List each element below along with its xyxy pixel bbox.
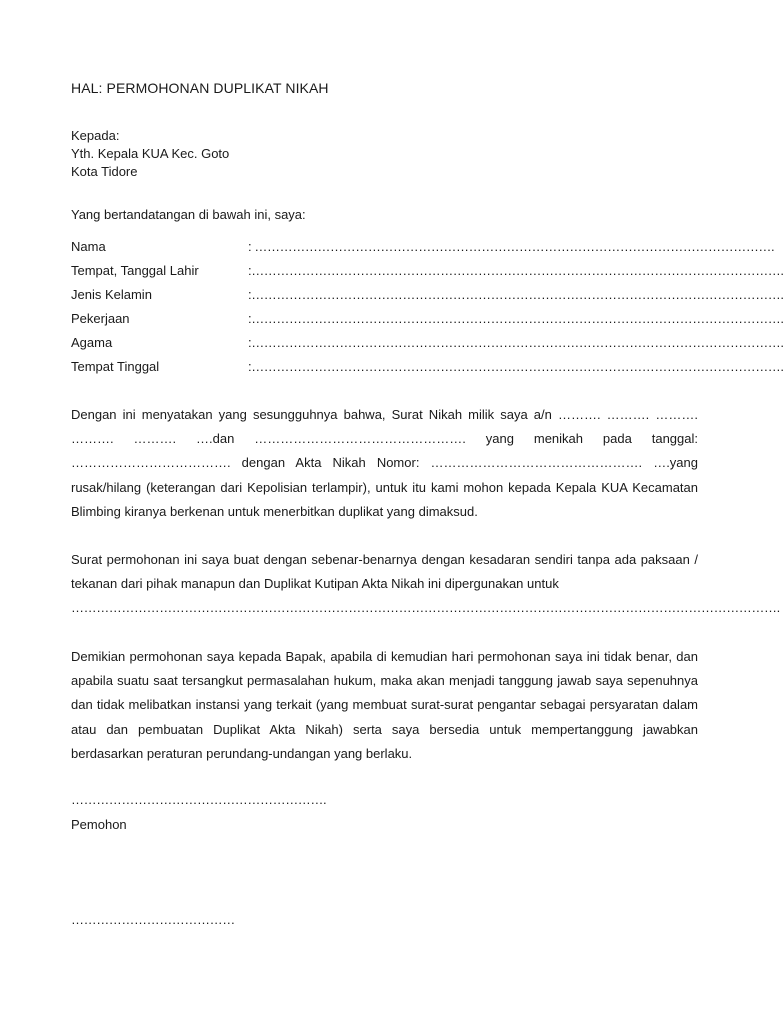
recipient-address <box>71 127 229 181</box>
field-label: Tempat Tinggal <box>71 359 160 374</box>
closing-paragraph: Demikian permohonan saya kepada Bapak, apabila di kemudian hari permohonan saya ini tidak benar, dan apabila suatu saat tersangkut permasalahan hukum, maka akan menjadi tanggung jawab saya sepenuhnya dan tidak melibatkan instansi yang terkait (yang membuat surat-surat pengantar sebagai persyaratan dalam atau dan pembuatan Duplikat Akta Nikah) serta saya bersedia untuk mempertanggung jawabkan berdasarkan peraturan perundang-undangan yang berlaku. <box>71 649 698 761</box>
field-label: Jenis Kelamin <box>71 287 152 302</box>
field-label: Nama <box>71 239 106 254</box>
field-value: :………………………………………………………………………………………………………………. <box>248 287 784 302</box>
field-value: :………………………………………………………………………………………………………………. <box>248 263 784 278</box>
signature-place-date-line: ……………………………………………………. <box>71 792 327 807</box>
field-value: :………………………………………………………………………………………………………………. <box>248 335 784 350</box>
field-row-nama <box>71 238 775 262</box>
field-row-tempat-tinggal <box>71 358 784 382</box>
signature-name-line: ………………………………… <box>71 912 235 927</box>
field-value: :………………………………………………………………………………………………………………. <box>248 311 784 326</box>
field-row-tempat-tanggal-lahir <box>71 262 784 286</box>
purpose-text: Surat permohonan ini saya buat dengan sebenar-benarnya dengan kesadaran sendiri tanpa ada paksaan / tekanan dari pihak manapun dan Duplikat Kutipan Akta Nikah ini dipergunakan untuk <box>71 552 698 592</box>
letter-title: HAL: PERMOHONAN DUPLIKAT NIKAH <box>71 80 329 96</box>
recipient-line-3: Kota Tidore <box>71 164 138 179</box>
field-label: Agama <box>71 335 113 350</box>
intro-text: Yang bertandatangan di bawah ini, saya: <box>71 207 306 222</box>
field-value: :………………………………………………………………………………………………………………. <box>248 359 784 374</box>
field-row-agama <box>71 334 784 358</box>
recipient-line-1: Kepada: <box>71 128 120 143</box>
field-value: : ……………………………………………………………………………………………………………. <box>248 239 775 254</box>
field-row-pekerjaan <box>71 310 784 334</box>
field-row-jenis-kelamin <box>71 286 784 310</box>
signer-label: Pemohon <box>71 817 127 832</box>
applicant-fields <box>71 238 784 382</box>
statement-paragraph: Dengan ini menyatakan yang sesungguhnya bahwa, Surat Nikah milik saya a/n ………. ………. ………. ………. ………. ….dan …………………………………………. yang menikah pada tanggal: ………………………………. dengan Akta Nikah Nomor: …………………………………………. ….yang rusak/hilang (keterangan dari Kepolisian terlampir), untuk itu kami mohon kepada Kepala KUA Kecamatan Blimbing kiranya berkenan untuk menerbitkan duplikat yang dimaksud. <box>71 407 698 519</box>
purpose-blank-line: ……………………………………………………………………………………………………………………………………………………. <box>71 600 780 616</box>
field-label: Pekerjaan <box>71 311 130 326</box>
field-label: Tempat, Tanggal Lahir <box>71 263 199 278</box>
recipient-line-2: Yth. Kepala KUA Kec. Goto <box>71 146 230 161</box>
purpose-paragraph <box>71 548 780 621</box>
